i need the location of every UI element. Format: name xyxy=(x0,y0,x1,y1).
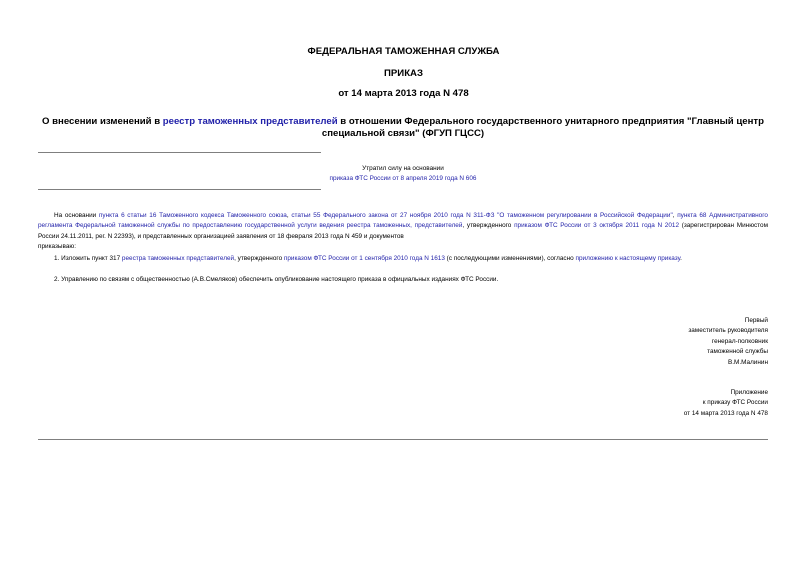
divider-bottom xyxy=(38,439,768,440)
status-note xyxy=(320,164,486,183)
item1-text-4: . xyxy=(680,255,682,262)
signature-line-3: генерал-полковник xyxy=(711,337,768,345)
item1-text-2: , утвержденного xyxy=(234,255,284,262)
divider-status xyxy=(38,189,321,190)
item1-text-3: (с последующими изменениями), согласно xyxy=(444,255,576,262)
item1-text-1: 1. Изложить пункт 317 xyxy=(54,255,122,262)
order-item-1 xyxy=(38,254,768,264)
title-text-2: в отношении Федерального государственного унитарного предприятия "Главный центр специальной связи" (ФГУП ГЦСС) xyxy=(321,116,764,139)
document-title xyxy=(38,116,768,140)
preamble-link-order-2012[interactable]: приказом ФТС России от 3 октября 2011 года N 2012 xyxy=(514,222,679,230)
status-repeal-link[interactable]: приказа ФТС России от 8 апреля 2019 года N 606 xyxy=(329,174,477,182)
item1-link-appendix[interactable]: приложению к настоящему приказу xyxy=(575,255,681,262)
agency-name: ФЕДЕРАЛЬНАЯ ТАМОЖЕННАЯ СЛУЖБА xyxy=(307,46,500,57)
preamble-text-4: , утвержденного xyxy=(462,222,515,230)
title-text-1: О внесении изменений в xyxy=(42,116,163,127)
preamble-link-customs-code[interactable]: пункта 6 статьи 16 Таможенного кодекса Таможенного союза xyxy=(98,212,287,219)
preamble-text-1: На основании xyxy=(54,212,99,219)
signature-block xyxy=(688,316,768,368)
order-item-2: 2. Управлению по связям с общественностью (А.В.Смеляков) обеспечить опубликование настоящего приказа в официальных изданиях ФТС России. xyxy=(54,276,499,283)
signature-line-4: таможенной службы xyxy=(707,348,768,356)
status-line: Утратил силу на основании xyxy=(362,165,444,172)
appendix-line-1: Приложение xyxy=(730,389,768,396)
title-registry-link[interactable]: реестр таможенных представителей xyxy=(162,116,338,127)
appendix-line-2: к приказу ФТС России xyxy=(702,399,768,407)
preamble-link-regulation[interactable]: пункта 68 Административного регламента Федеральной таможенной службы по предоставлению государственной услуги ведения реестра таможенных, представителей xyxy=(38,212,768,230)
preamble-text-3: , xyxy=(672,212,678,219)
document-date-number: от 14 марта 2013 года N 478 xyxy=(338,88,469,99)
item1-link-order-1613[interactable]: приказом ФТС России от 1 сентября 2010 года N 1613 xyxy=(283,255,445,262)
signature-name: В.М.Малинин xyxy=(727,358,768,366)
document-type: ПРИКАЗ xyxy=(384,68,423,79)
signature-line-1: Первый xyxy=(744,317,768,324)
preamble-link-federal-law[interactable]: статьи 55 Федерального закона от 27 ноября 2010 года N 311-ФЗ "О таможенном регулировании в Российской Федерации" xyxy=(291,212,673,219)
preamble-text-5: (зарегистрирован Минюстом России 24.11.2011, рег. N 22393), и представленных организацией заявления от 18 февраля 2013 года N 459 и документов xyxy=(38,222,768,240)
divider-top xyxy=(38,152,321,153)
preamble-paragraph xyxy=(38,211,768,242)
item1-link-registry[interactable]: реестра таможенных представителей xyxy=(121,255,235,262)
preamble-text-2: , xyxy=(286,212,292,219)
signature-line-2: заместитель руководителя xyxy=(688,327,768,335)
appendix-block xyxy=(684,388,768,419)
appendix-line-3: от 14 марта 2013 года N 478 xyxy=(683,409,768,417)
order-word: приказываю: xyxy=(38,243,76,250)
